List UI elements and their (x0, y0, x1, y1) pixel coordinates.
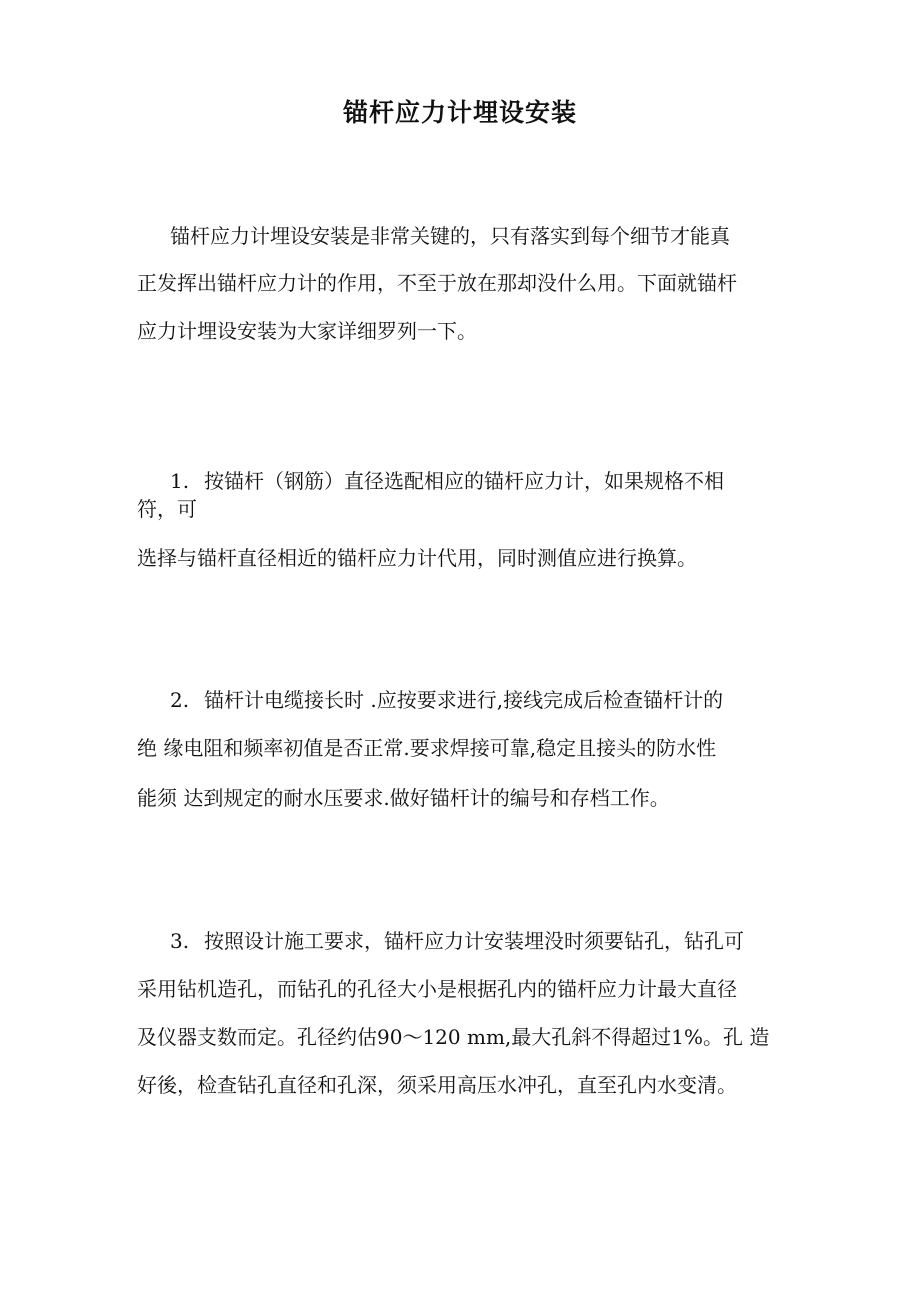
item-1-number: 1. (170, 469, 190, 493)
item-3-line-1: 按照设计施工要求，锚杆应力计安装埋没时须要钻孔，钻孔可 (204, 929, 744, 953)
item-3-line-4: 好後，检查钻孔直径和孔深，须采用高压水冲孔，直至孔内水变清。 (137, 1073, 737, 1097)
item-1-line-2: 符，可 (137, 497, 197, 521)
item-2-line-1: 锚杆计电缆接长时 .应按要求进行,接线完成后检查锚杆计的 (204, 688, 724, 712)
intro-line-2: 正发挥出锚杆应力计的作用，不至于放在那却没什么用。下面就锚杆 (137, 271, 737, 295)
document-title: 锚杆应力计埋设安装 (342, 98, 577, 127)
item-2-number: 2. (170, 688, 190, 712)
item-2-line-3: 能须 达到规定的耐水压要求.做好锚杆计的编号和存档工作。 (137, 786, 670, 810)
item-3-number: 3. (170, 929, 190, 953)
intro-line-3: 应力计埋设安装为大家详细罗列一下。 (137, 319, 477, 343)
item-3-line-2: 采用钻机造孔，而钻孔的孔径大小是根据孔内的锚杆应力计最大直径 (137, 977, 737, 1001)
item-3-line-3: 及仪器支数而定。孔径约估90〜120 mm,最大孔斜不得超过1%。孔 造 (137, 1025, 770, 1049)
item-1-line-3: 选择与锚杆直径相近的锚杆应力计代用，同时测值应进行换算。 (137, 546, 697, 570)
item-2-line-2: 绝 缘电阻和频率初值是否正常.要求焊接可靠,稳定且接头的防水性 (137, 736, 717, 760)
item-1-line-1: 按锚杆（钢筋）直径选配相应的锚杆应力计，如果规格不相 (204, 469, 724, 493)
intro-line-1: 锚杆应力计埋设安装是非常关键的，只有落实到每个细节才能真 (170, 224, 730, 248)
item-2-first-line (170, 687, 723, 713)
item-1-first-line (170, 468, 724, 494)
item-3-first-line (170, 928, 744, 954)
